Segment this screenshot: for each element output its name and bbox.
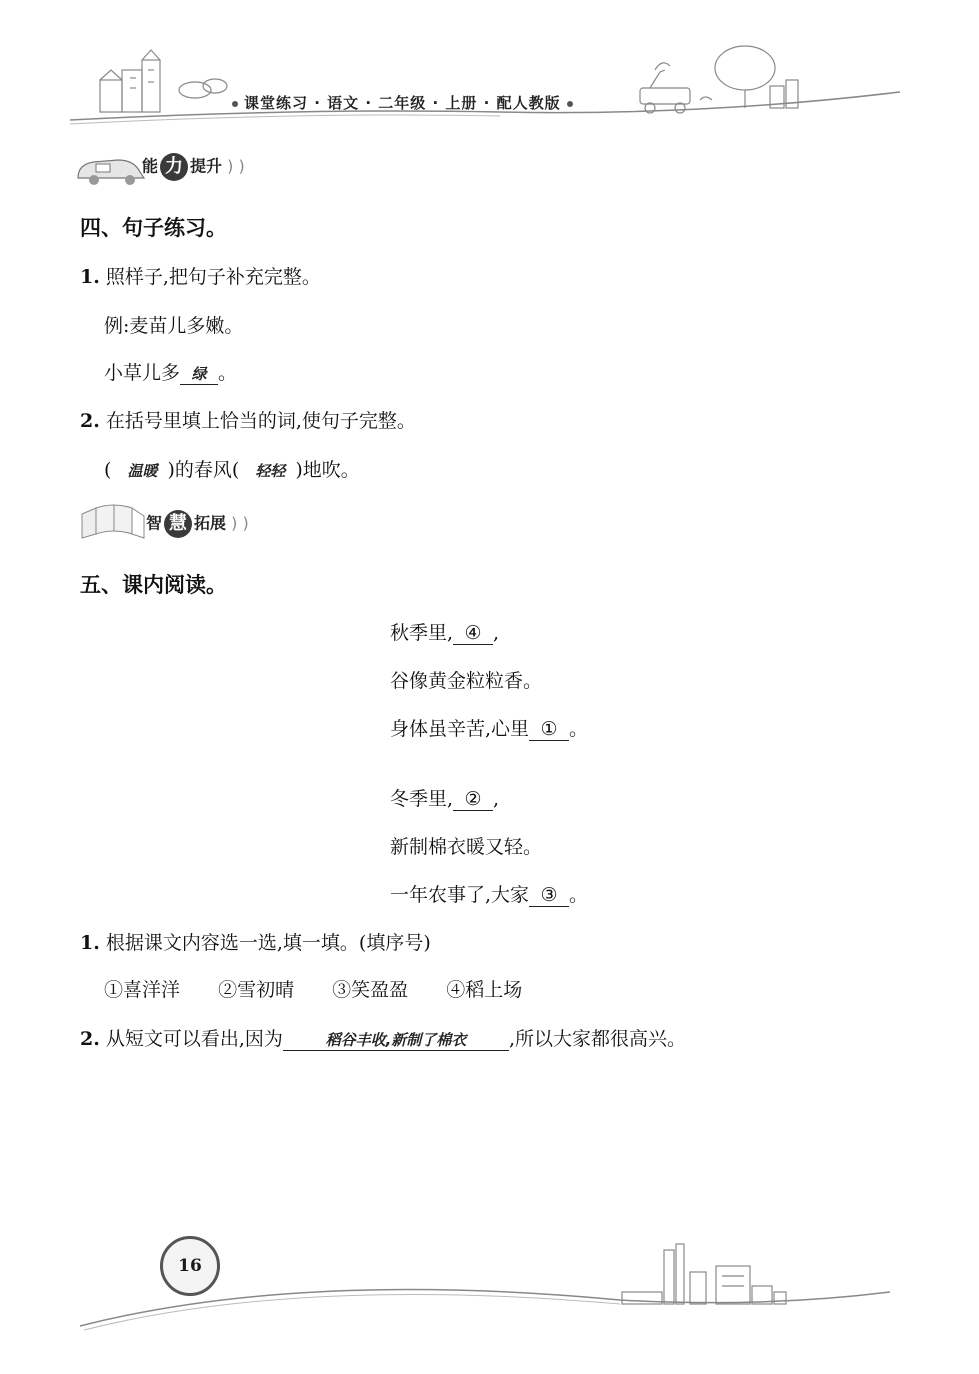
option-1: ①喜洋洋 (104, 979, 181, 1001)
question-5-1: 1. 根据课文内容选一选,填一填。(填序号) (80, 932, 431, 954)
question-4-1: 1. 照样子,把句子补充完整。 (80, 266, 321, 288)
poem-line-5: 新制棉衣暖又轻。 (390, 836, 543, 858)
badge-ability-improve: 能 力 提升 ) ) (142, 153, 245, 181)
fill-sentence-2: ( 温暖 )的春风( 轻轻 )地吹。 (104, 459, 360, 481)
poem-blank-4[interactable]: ③ (529, 884, 569, 907)
header-title: 课堂练习 · 语文 · 二年级 · 上册 · 配人教版 (226, 92, 579, 113)
poem-line-1: 秋季里, ④ , (390, 622, 500, 644)
bullet-dot-icon (232, 101, 238, 107)
section-5-heading: 五、课内阅读。 (80, 573, 227, 597)
question-5-2: 2. 从短文可以看出,因为 稻谷丰收,新制了棉衣 ,所以大家都很高兴。 (80, 1028, 686, 1050)
poem-blank-3[interactable]: ② (453, 788, 493, 811)
option-3: ③笑盈盈 (332, 979, 409, 1001)
poem-blank-2[interactable]: ① (529, 718, 569, 741)
header-decoration (0, 0, 979, 140)
answer-blank-green[interactable]: 绿 (180, 363, 218, 385)
question-4-2: 2. 在括号里填上恰当的词,使句子完整。 (80, 410, 416, 432)
answer-blank-reason[interactable]: 稻谷丰收,新制了棉衣 (283, 1029, 509, 1051)
fill-sentence-1: 小草儿多 绿 。 (104, 362, 238, 384)
poem-line-4: 冬季里, ② , (390, 788, 500, 810)
poem-line-2: 谷像黄金粒粒香。 (390, 670, 543, 692)
page-number: 16 (160, 1236, 220, 1296)
section-4-heading: 四、句子练习。 (80, 216, 227, 240)
example-sentence: 例:麦苗儿多嫩。 (104, 315, 244, 337)
option-4: ④稻上场 (446, 979, 523, 1001)
answer-blank-gently[interactable]: 轻轻 (255, 462, 286, 480)
poem-line-6: 一年农事了,大家 ③ 。 (390, 884, 589, 906)
poem-line-3: 身体虽辛苦,心里 ① 。 (390, 718, 589, 740)
option-2: ②雪初晴 (218, 979, 295, 1001)
poem-blank-1[interactable]: ④ (453, 622, 493, 645)
options-row (104, 975, 522, 1002)
badge-wisdom-expand: 智 慧 拓展 ) ) (146, 510, 249, 538)
books-badge-icon (74, 498, 154, 544)
footer-decoration (0, 1230, 979, 1340)
bullet-dot-icon (567, 101, 573, 107)
answer-blank-warm[interactable]: 温暖 (127, 462, 158, 480)
